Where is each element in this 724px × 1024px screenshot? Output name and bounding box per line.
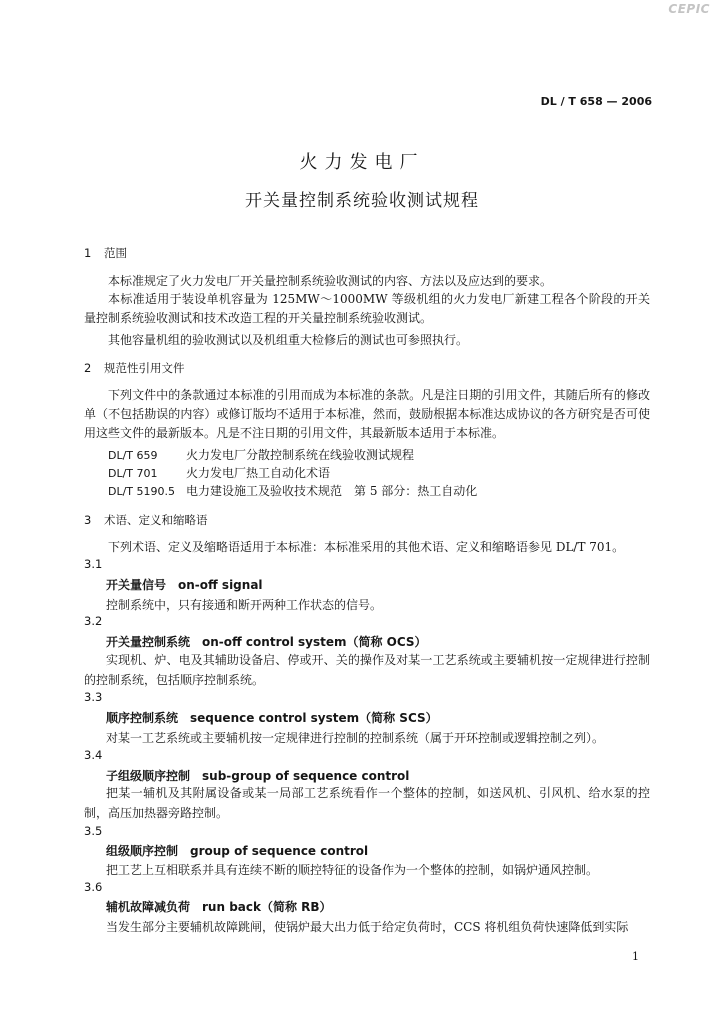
scope-paragraph-2: 本标准适用于装设单机容量为 125MW～1000MW 等级机组的火力发电厂新建工程各个阶段的开关量控制系统验收测试和技术改造工程的开关量控制系统验收测试。 [84,292,650,325]
term-definition: 实现机、炉、电及其辅助设备启、停或开、关的操作及对某一工艺系统或主要辅机按一定规律进行控制的控制系统，包括顺序控制系统。 [84,653,650,687]
section-heading-scope [84,245,127,261]
publisher-logo: CEPIC [668,2,710,16]
term-heading [106,898,332,915]
term-chinese: 组级顺序控制 [106,844,179,858]
term-chinese: 开关量控制系统 [106,635,191,649]
term-chinese: 辅机故障减负荷 [106,900,191,914]
term-definition: 控制系统中，只有接通和断开两种工作状态的信号。 [106,598,383,612]
term-heading [106,709,438,726]
clause-number: 3.5 [84,824,103,838]
section-title: 术语、定义和缩略语 [104,513,208,527]
section-title: 范围 [104,246,127,260]
term-definition: 把工艺上互相联系并具有连续不断的顺控特征的设备作为一个整体的控制，如锅炉通风控制。 [106,863,599,877]
term-definition: 把某一辅机及其附属设备或某一局部工艺系统看作一个整体的控制，如送风机、引风机、给水泵的控制，高压加热器旁路控制。 [84,786,650,820]
clause-number: 3.2 [84,614,103,628]
reference-title: 火力发电厂热工自动化术语 [186,466,331,480]
clause-number: 3.6 [84,880,103,894]
section-number: 2 [84,361,92,375]
terms-intro: 下列术语、定义及缩略语适用于本标准：本标准采用的其他术语、定义和缩略语参见 DL/T 701。 [108,540,625,554]
term-english: sub-group of sequence control [202,769,410,783]
page-number: 1 [632,950,639,963]
term-heading [106,633,427,650]
term-heading [106,767,409,784]
reference-item [108,482,477,499]
term-english: group of sequence control [190,844,369,858]
document-title-main: 火力发电厂 [299,152,425,173]
document-title-sub: 开关量控制系统验收测试规程 [245,191,479,211]
term-chinese: 顺序控制系统 [106,711,179,725]
term-chinese: 子组级顺序控制 [106,769,191,783]
section-number: 1 [84,246,92,260]
reference-code: DL/T 5190.5 [108,485,176,498]
normative-intro: 下列文件中的条款通过本标准的引用而成为本标准的条款。凡是注日期的引用文件，其随后所有的修改单（不包括勘误的内容）或修订版均不适用于本标准，然而，鼓励根据本标准达成协议的各方研究是否可使用这些文件的最新版本。凡是不注日期的引用文件，其最新版本适用于本标准。 [84,388,650,440]
reference-code: DL/T 701 [108,467,158,480]
scope-paragraph-3: 其他容量机组的验收测试以及机组重大检修后的测试也可参照执行。 [108,333,469,347]
section-heading-terms [84,512,208,528]
reference-title: 电力建设施工及验收技术规范 第 5 部分：热工自动化 [186,484,478,498]
term-english: on-off signal [178,578,263,592]
clause-number: 3.4 [84,748,103,762]
scope-paragraph-1: 本标准规定了火力发电厂开关量控制系统验收测试的内容、方法以及应达到的要求。 [108,274,553,288]
clause-number: 3.1 [84,557,103,571]
term-heading [106,842,368,859]
term-english: sequence control system（简称 SCS） [190,711,438,725]
reference-title: 火力发电厂分散控制系统在线验收测试规程 [186,448,415,462]
clause-number: 3.3 [84,690,103,704]
term-chinese: 开关量信号 [106,578,167,592]
section-title: 规范性引用文件 [104,361,185,375]
standard-number: DL / T 658 — 2006 [540,95,652,108]
section-heading-normative-references [84,360,185,376]
reference-item [108,464,330,481]
term-definition: 对某一工艺系统或主要辅机按一定规律进行控制的控制系统（属于开环控制或逻辑控制之列）。 [106,731,605,745]
term-english: run back（简称 RB） [202,900,332,914]
term-definition: 当发生部分主要辅机故障跳闸，使锅炉最大出力低于给定负荷时，CCS 将机组负荷快速降低到实际 [106,920,629,934]
term-heading [106,576,263,593]
term-english: on-off control system（简称 OCS） [202,635,427,649]
section-number: 3 [84,513,92,527]
reference-item [108,446,414,463]
reference-code: DL/T 659 [108,449,158,462]
